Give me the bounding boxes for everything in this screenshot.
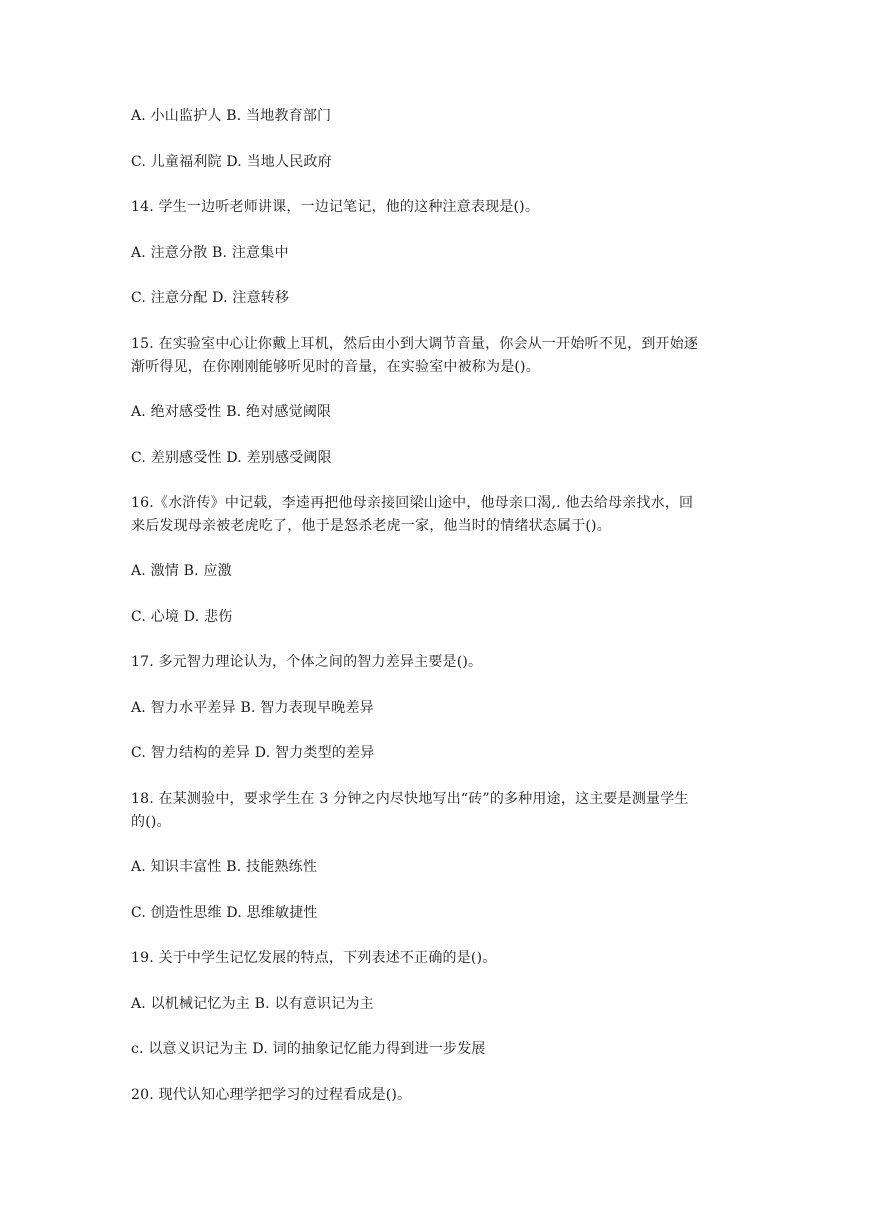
q15-question-line1: 15. 在实验室中心让你戴上耳机，然后由小到大调节音量，你会从一开始听不见，到开始逐 <box>131 336 699 352</box>
q18-options-cd: C. 创造性思维 D. 思维敏捷性 <box>131 905 318 921</box>
q17-options-cd: C. 智力结构的差异 D. 智力类型的差异 <box>131 745 375 761</box>
q14-options-cd: C. 注意分配 D. 注意转移 <box>131 290 290 306</box>
q13-options-cd: C. 儿童福利院 D. 当地人民政府 <box>131 154 332 170</box>
q18-question-line2: 的()。 <box>131 814 171 830</box>
q15-question-line2: 渐听得见，在你刚刚能够听见时的音量，在实验室中被称为是()。 <box>131 359 540 375</box>
q19-question: 19. 关于中学生记忆发展的特点，下列表述不正确的是()。 <box>131 950 497 966</box>
q18-question-line1: 18. 在某测验中，要求学生在 3 分钟之内尽快地写出“砖”的多种用途，这主要是测量学生 <box>131 791 689 807</box>
q16-options-cd: C. 心境 D. 悲伤 <box>131 609 233 625</box>
q16-question-line2: 来后发现母亲被老虎吃了，他于是怒杀老虎一家，他当时的情绪状态属于()。 <box>131 518 611 534</box>
q20-question: 20. 现代认知心理学把学习的过程看成是()。 <box>131 1087 412 1103</box>
q15-options-ab: A. 绝对感受性 B. 绝对感觉阈限 <box>131 404 332 420</box>
q17-question: 17. 多元智力理论认为，个体之间的智力差异主要是()。 <box>131 654 483 670</box>
q15-options-cd: C. 差别感受性 D. 差别感受阈限 <box>131 450 332 466</box>
q13-options-ab: A. 小山监护人 B. 当地教育部门 <box>131 108 332 124</box>
q16-question-line1: 16.《水浒传》中记载，李逵再把他母亲接回梁山途中，他母亲口渴,. 他去给母亲找水，回 <box>131 495 694 511</box>
q14-options-ab: A. 注意分散 B. 注意集中 <box>131 245 289 261</box>
q14-question: 14. 学生一边听老师讲课，一边记笔记，他的这种注意表现是()。 <box>131 199 540 215</box>
q16-options-ab: A. 激情 B. 应激 <box>131 563 232 579</box>
q17-options-ab: A. 智力水平差异 B. 智力表现早晚差异 <box>131 700 374 716</box>
q19-options-cd: c. 以意义识记为主 D. 词的抽象记忆能力得到进一步发展 <box>131 1041 486 1057</box>
q19-options-ab: A. 以机械记忆为主 B. 以有意识记为主 <box>131 996 374 1012</box>
q18-options-ab: A. 知识丰富性 B. 技能熟练性 <box>131 859 318 875</box>
